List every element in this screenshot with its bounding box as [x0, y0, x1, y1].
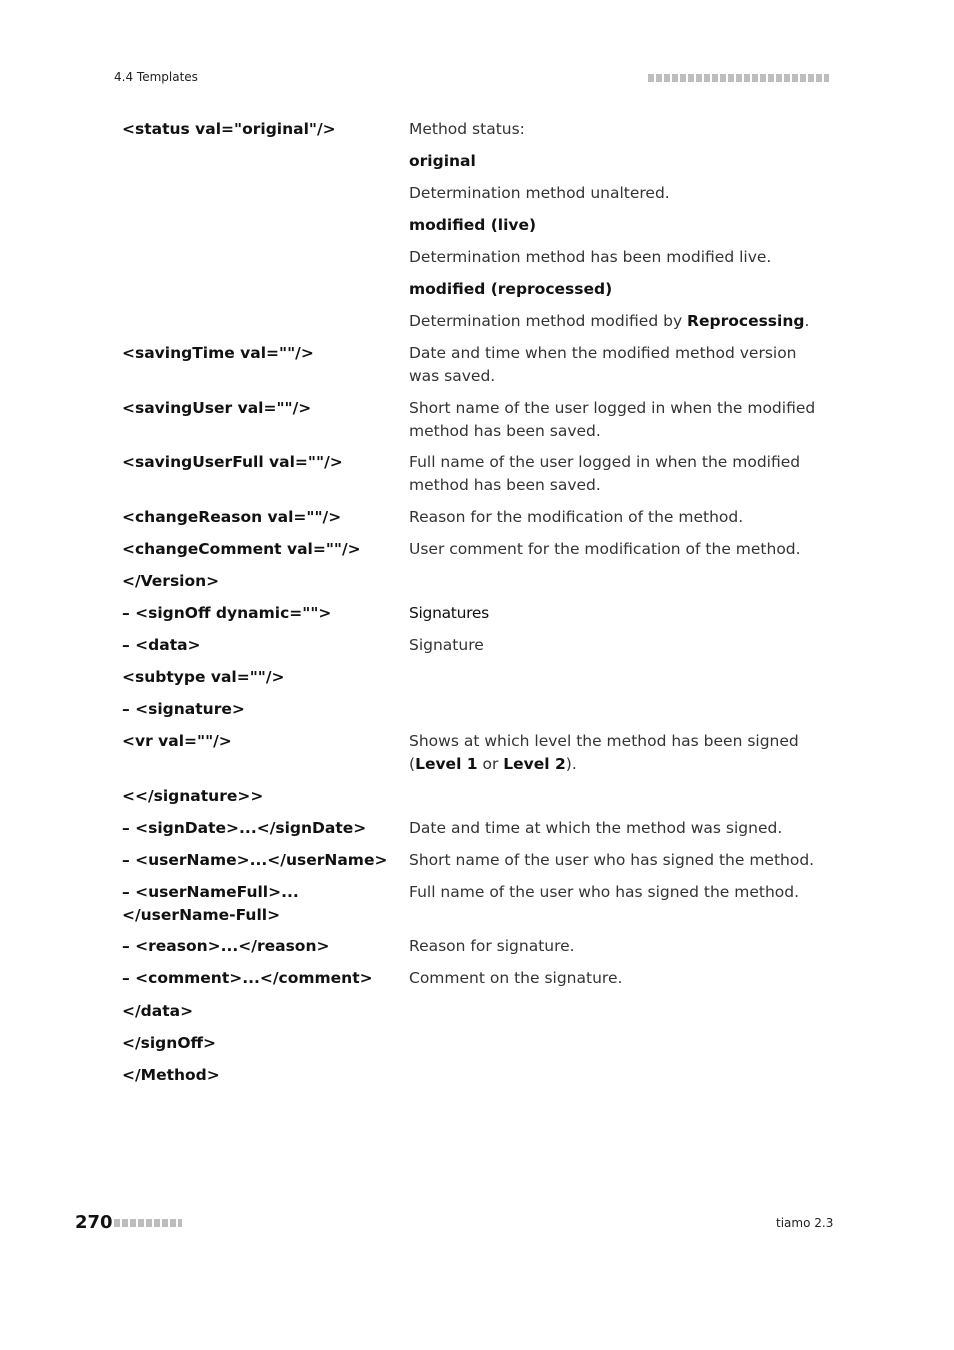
- term-description: Shows at which level the method has been signed (Level 1 or Level 2).: [409, 732, 799, 773]
- header-dot-bar: [648, 74, 829, 82]
- page-number: 270: [75, 1212, 113, 1233]
- xml-tag-term: – <signOff dynamic="">: [122, 604, 332, 622]
- xml-tag-term: </Version>: [122, 572, 220, 590]
- term-description: Short name of the user who has signed the method.: [409, 851, 815, 869]
- xml-tag-term: <</signature>>: [122, 787, 264, 805]
- term-description: modified (reprocessed): [409, 280, 613, 298]
- xml-tag-term: – <signDate>...</signDate>: [122, 819, 367, 837]
- header-section-title: 4.4 Templates: [114, 70, 198, 84]
- term-description: Date and time when the modified method version was saved.: [409, 344, 797, 385]
- term-description: Signatures: [409, 604, 489, 622]
- xml-tag-term: – <signature>: [122, 700, 245, 718]
- term-description: Date and time at which the method was signed.: [409, 819, 783, 837]
- term-description: Short name of the user logged in when the modified method has been saved.: [409, 399, 816, 440]
- xml-tag-term: </Method>: [122, 1066, 220, 1084]
- xml-tag-term: – <userNameFull>...</userName-Full>: [122, 883, 299, 924]
- xml-tag-term: – <data>: [122, 636, 201, 654]
- xml-tag-term: <savingUser val=""/>: [122, 399, 312, 417]
- xml-tag-term: </data>: [122, 1002, 194, 1020]
- xml-tag-term: <changeReason val=""/>: [122, 508, 342, 526]
- term-description: Full name of the user who has signed the method.: [409, 883, 800, 901]
- term-description: Reason for the modification of the method.: [409, 508, 744, 526]
- xml-tag-term: – <reason>...</reason>: [122, 937, 330, 955]
- xml-tag-term: <changeComment val=""/>: [122, 540, 361, 558]
- term-description: Reason for signature.: [409, 937, 575, 955]
- term-description: Signature: [409, 636, 484, 654]
- term-description: Full name of the user logged in when the modified method has been saved.: [409, 453, 801, 494]
- term-description: Determination method has been modified live.: [409, 248, 772, 266]
- term-description: original: [409, 152, 476, 170]
- term-description: modified (live): [409, 216, 537, 234]
- xml-tag-term: <savingTime val=""/>: [122, 344, 314, 362]
- footer-dot-bar: [114, 1219, 182, 1227]
- term-description: Comment on the signature.: [409, 969, 623, 987]
- term-description: User comment for the modification of the method.: [409, 540, 801, 558]
- xml-tag-term: <status val="original"/>: [122, 120, 336, 138]
- xml-tag-term: <savingUserFull val=""/>: [122, 453, 343, 471]
- xml-tag-term: <vr val=""/>: [122, 732, 232, 750]
- xml-tag-term: </signOff>: [122, 1034, 217, 1052]
- term-description: Determination method unaltered.: [409, 184, 670, 202]
- xml-tag-term: – <userName>...</userName>: [122, 851, 388, 869]
- term-description: Method status:: [409, 120, 525, 138]
- term-description: Determination method modified by Reprocessing.: [409, 312, 810, 330]
- footer-product-name: tiamo 2.3: [776, 1216, 834, 1230]
- xml-tag-term: <subtype val=""/>: [122, 668, 285, 686]
- xml-tag-term: – <comment>...</comment>: [122, 969, 373, 987]
